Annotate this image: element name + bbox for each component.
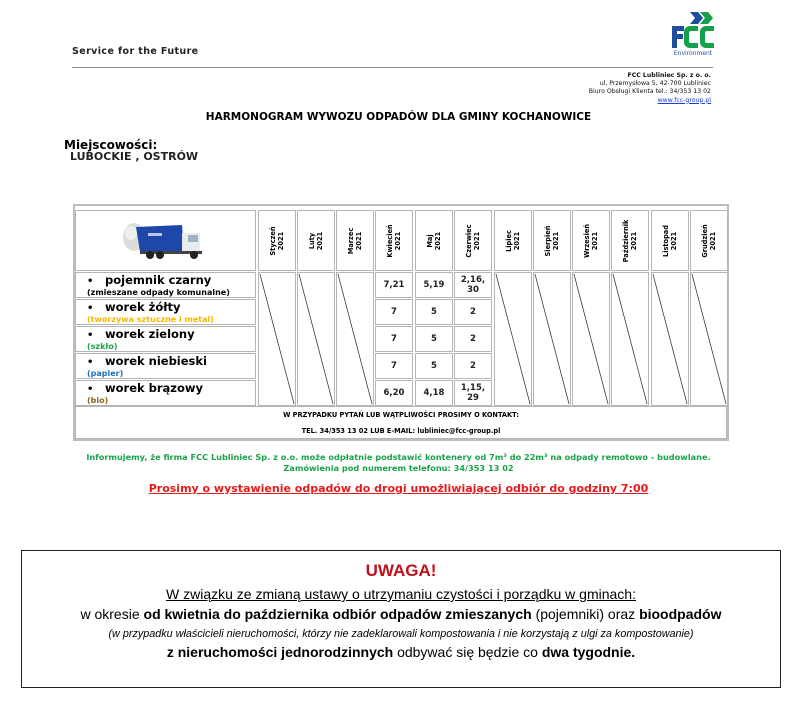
month-year: 2021 [473,231,481,250]
waste-type-description: (papier) [87,369,124,378]
waste-type-name-text: worek żółty [105,300,181,314]
pickup-dates: 7 [375,299,413,325]
month-label [662,225,678,257]
uwaga-bold-bio: bioodpadów [639,606,722,622]
tagline: Service for the Future [72,46,199,57]
uwaga-line-3: (w przypadku właścicieli nieruchomości, którzy nie zadeklarowali kompostowania i nie korzystają z ulgi za kompostowanie) [108,628,694,640]
pickup-dates: 5 [415,326,453,352]
month-header [375,210,413,271]
locality [64,138,198,162]
pickup-dates: 2,16, 30 [454,272,492,298]
uwaga-line-1: W związku ze zmianą ustawy o utrzymaniu czystości i porządku w gminach: [166,586,636,602]
month-header [454,210,492,271]
bullet: • [87,303,94,314]
diagonal-line-icon [534,273,570,405]
diagonal-line-icon [573,273,609,405]
waste-type-name [87,382,255,396]
locality-label: Miejscowości: [64,138,158,152]
month-year: 2021 [316,231,324,250]
waste-type-label [75,299,256,325]
diagonal-line-icon [612,273,648,405]
month-name: Grudzień [701,223,709,258]
diagonal-line-icon [337,273,373,405]
month-label [544,225,560,256]
no-pickup-cell [651,272,689,406]
company-phone: Biuro Obsługi Klienta tel.: 34/353 13 02 [588,88,711,96]
company-info [589,72,711,105]
waste-type-description: (tworzywa sztuczne i metal) [87,315,214,324]
bullet: • [87,330,94,341]
company-address: ul. Przemysłowa 5, 42-700 Lubliniec [599,80,711,88]
pickup-dates: 5 [415,353,453,379]
diagonal-line-icon [652,273,688,405]
waste-type-name [87,355,255,369]
no-pickup-cell [494,272,532,406]
diagonal-line-icon [298,273,334,405]
uwaga-box [21,550,781,688]
pickup-dates: 4,18 [415,380,453,406]
month-name: Luty [308,232,316,249]
logo-subtext: Environment [673,50,713,56]
page-title: HARMONOGRAM WYWOZU ODPADÓW DLA GMINY KOCHANOWICE [205,111,592,123]
month-name: Listopad [662,224,670,257]
month-header [297,210,335,271]
month-name: Lipiec [505,229,513,252]
waste-type-name [87,328,255,342]
header-divider [72,67,713,68]
no-pickup-cell [611,272,649,406]
schedule-table [73,204,729,441]
diagonal-line-icon [691,273,727,405]
month-name: Wrzesień [583,223,591,258]
waste-type-name [87,274,255,288]
month-label [505,230,521,252]
month-label [465,224,481,257]
company-name: FCC Lubliniec Sp. z o. o. [627,72,711,79]
month-label [347,227,363,253]
waste-type-name-text: worek zielony [105,327,195,341]
contact-box [75,406,727,439]
waste-type-label [75,326,256,352]
month-name: Styczeń [269,225,277,256]
uwaga-text: odbywać się będzie co [393,644,542,660]
waste-type-label [75,272,256,298]
pickup-dates: 5 [415,299,453,325]
waste-type-name-text: worek niebieski [105,354,207,368]
month-label [622,219,638,262]
month-year: 2021 [670,231,678,250]
waste-type-name-text: worek brązowy [105,381,204,395]
contact-line-2: TEL. 34/353 13 02 LUB E-MAIL: lubliniec@fcc-group.pl [301,427,501,435]
month-header [258,210,296,271]
no-pickup-cell [533,272,571,406]
uwaga-text: (pojemniki) oraz [531,606,640,622]
uwaga-line-4 [22,642,780,662]
month-header [494,210,532,271]
month-year: 2021 [513,231,521,250]
uwaga-text: w okresie [80,606,144,622]
fcc-logo [662,8,726,56]
month-year: 2021 [630,231,638,250]
locality-value: LUBOCKIE , OSTRÓW [70,150,199,163]
no-pickup-cell [297,272,335,406]
month-year: 2021 [709,231,717,250]
month-year: 2021 [552,231,560,250]
pickup-dates: 1,15, 29 [454,380,492,406]
month-year: 2021 [277,231,285,250]
month-year: 2021 [591,231,599,250]
month-name: Sierpień [544,225,552,256]
pickup-dates: 6,20 [375,380,413,406]
no-pickup-cell [258,272,296,406]
month-header [533,210,571,271]
pickup-dates: 2 [454,326,492,352]
pickup-dates: 2 [454,299,492,325]
pickup-dates: 7,21 [375,272,413,298]
month-name: Kwiecień [386,223,394,258]
month-year: 2021 [434,231,442,250]
waste-type-label [75,380,256,406]
waste-type-description: (zmieszane odpady komunalne) [87,288,230,297]
no-pickup-cell [572,272,610,406]
month-header [611,210,649,271]
container-info [0,452,797,474]
month-header [572,210,610,271]
month-name: Marzec [347,227,355,254]
no-pickup-cell [336,272,374,406]
pickup-dates: 7 [375,326,413,352]
uwaga-bold-property: z nieruchomości jednorodzinnych [166,644,394,660]
uwaga-bold-frequency: dwa tygodnie. [541,644,636,660]
diagonal-line-icon [495,273,531,405]
no-pickup-cell [690,272,728,406]
pickup-dates: 2 [454,353,492,379]
month-name: Maj [426,233,434,248]
info-line-2: Zamówienia pod numerem telefonu: 34/353 13 02 [283,463,514,473]
month-header [415,210,453,271]
uwaga-title: UWAGA! [365,561,437,580]
pickup-dates: 5,19 [415,272,453,298]
month-header [651,210,689,271]
company-website-link[interactable]: www.fcc-group.pl [657,96,711,104]
pickup-time-notice: Prosimy o wystawienie odpadów do drogi umożliwiającej odbiór do godziny 7:00 [148,482,649,495]
contact-line-1: W PRZYPADKU PYTAŃ LUB WĄTPLIWOŚCI PROSIMY O KONTAKT: [283,411,519,419]
bullet: • [87,357,94,368]
month-year: 2021 [394,231,402,250]
month-label [701,224,717,257]
month-header [690,210,728,271]
waste-type-name-text: pojemnik czarny [105,273,212,287]
bullet: • [87,276,94,287]
month-label [386,224,402,257]
month-label [308,231,324,249]
month-name: Październik [622,219,630,262]
month-year: 2021 [355,231,363,250]
bullet: • [87,384,94,395]
month-label [269,226,285,255]
pickup-dates: 7 [375,353,413,379]
waste-type-description: (szkło) [87,342,118,351]
month-name: Czerwiec [465,223,473,258]
uwaga-bold-period: od kwietnia do października odbiór odpadów zmieszanych [143,606,532,622]
truck-header-cell [75,210,256,271]
uwaga-line-2 [22,604,780,624]
month-header [336,210,374,271]
waste-type-description: (bio) [87,396,109,405]
waste-type-name [87,301,255,315]
diagonal-line-icon [259,273,295,405]
waste-type-label [75,353,256,379]
info-line-1: Informujemy, że firma FCC Lubliniec Sp. z o.o. może odpłatnie podstawić kontenery od 7m³ do 22m³ na odpady remotowo - budowlane. [86,452,711,462]
month-label [583,223,599,257]
month-label [426,231,442,249]
garbage-truck-icon [122,219,208,265]
